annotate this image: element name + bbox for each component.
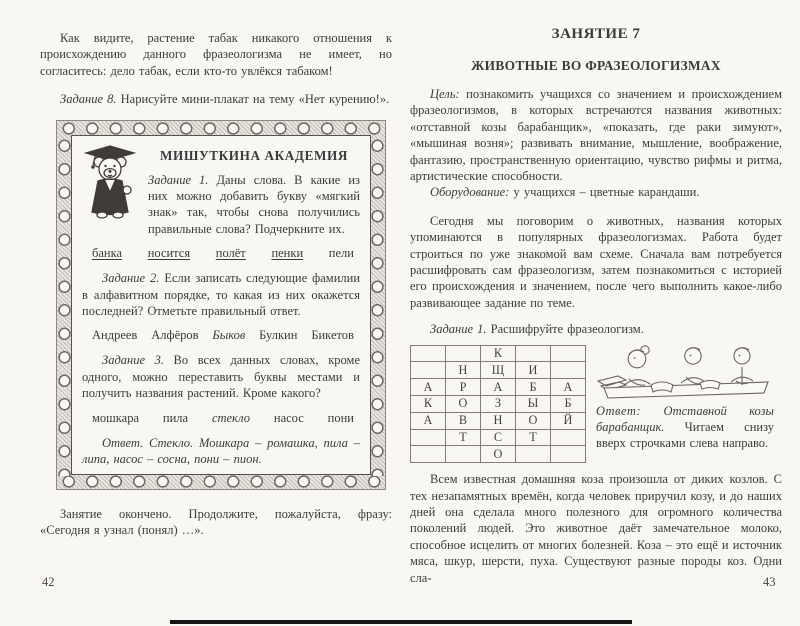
word: банка [92, 246, 123, 261]
grid-cell: А [411, 379, 446, 396]
task1-label: Задание 1. [430, 322, 487, 337]
grid-cell [411, 446, 446, 463]
grid-cell: К [481, 345, 516, 362]
grid-cell: К [411, 396, 446, 413]
grid-cell [551, 429, 586, 446]
bear-graduate-icon [82, 144, 138, 220]
word: Булкин [259, 328, 298, 343]
academy-task3-text: Во всех данных словах, кроме одного, можно переставить буквы местами и получить названия растений. Кроме какого? [82, 353, 361, 401]
word: пели [328, 246, 354, 261]
grid-row [411, 412, 586, 429]
academy-task2-text: Если записать следующие фамилии в алфавитном порядке, то какая из них окажется последней? Отметьте правильный ответ. [82, 271, 361, 319]
frame-dots-right [370, 134, 385, 476]
answer-label: Ответ: [596, 403, 642, 418]
lesson-intro-paragraph: Сегодня мы поговорим о животных, названия которых упоминаются в популярных фразеологизмах. Работа будет строиться по уже знакомой вам схеме. Сначала вам потребуется расшифровать сам фразеологизм, затем познакомиться с историей его происхождения и значением, после чего выполнить какое-либо развивающее задание по теме. [410, 213, 782, 310]
children-writing-at-desks-icon [596, 341, 774, 401]
academy-task3-paragraph [82, 352, 360, 401]
academy-task1-label: Задание 1. [148, 172, 209, 187]
academy-title: МИШУТКИНА АКАДЕМИЯ [159, 147, 349, 163]
equipment-paragraph [410, 184, 782, 200]
academy-task3-label: Задание 3. [102, 353, 164, 368]
word: Алфёров [151, 328, 199, 343]
book-page-left [40, 30, 392, 538]
grid-cell: О [516, 412, 551, 429]
answer-note: Читаем снизу вверх строчками слева направо. [596, 419, 774, 451]
grid-row [411, 429, 586, 446]
cipher-answer-block [596, 345, 774, 452]
answer-main: Отставной козы барабанщик. [596, 403, 774, 434]
word: насос [273, 410, 304, 425]
grid-cell: Р [446, 379, 481, 396]
equipment-text: у учащихся – цветные карандаши. [513, 185, 700, 200]
frame-dots-left [57, 134, 72, 476]
task1-words-row [92, 246, 354, 261]
grid-cell: Ы [516, 396, 551, 413]
cipher-grid [410, 345, 586, 464]
grid-cell: Н [446, 362, 481, 379]
word: пила [162, 410, 189, 425]
word: носится [147, 246, 191, 261]
grid-cell: С [481, 429, 516, 446]
page-number-right: 43 [763, 575, 776, 589]
grid-cell: Й [551, 412, 586, 429]
grid-cell: Щ [481, 362, 516, 379]
grid-row [411, 396, 586, 413]
goal-paragraph [410, 86, 782, 184]
academy-task2-label: Задание 2. [102, 271, 160, 286]
grid-cell [516, 446, 551, 463]
goal-label: Цель: [430, 87, 460, 101]
word: мошкара [92, 410, 140, 425]
grid-cell: Н [481, 412, 516, 429]
academy-frame [56, 120, 386, 490]
task3-words-row [92, 411, 354, 426]
grid-cell [446, 345, 481, 362]
academy-frame-inner [71, 135, 371, 475]
task8-label: Задание 8. [60, 92, 117, 107]
grid-cell: И [516, 362, 551, 379]
grid-cell [516, 345, 551, 362]
goat-paragraph: Всем известная домашняя коза произошла от диких козлов. С тех незапамятных времён, когда человек приручил козу, и до наших дней она сделала много полезного для огромного количества поколений людей. Это животное даёт замечательное молоко, способное исцелить от многих болезней. Коза – это ещё и источник мяса, шкур, шерсти, пуха. Существуют разные породы коз. Одни сла- [410, 472, 782, 585]
academy-task1-text: Даны слова. В какие из них можно добавить букву «мягкий знак» так, чтобы снова получились правильные слова? Подчеркните их. [148, 172, 360, 236]
task8-text: Нарисуйте мини-плакат на тему «Нет курению!». [120, 92, 390, 107]
grid-cell: Б [516, 379, 551, 396]
grid-cell [446, 446, 481, 463]
grid-cell [411, 362, 446, 379]
grid-cell: Т [516, 429, 551, 446]
grid-cell: Т [446, 429, 481, 446]
scan-artifact-line [170, 620, 632, 624]
lesson-title: ЗАНЯТИЕ 7 [551, 26, 641, 42]
grid-cell: О [446, 396, 481, 413]
cipher-grid-body [411, 345, 586, 463]
grid-row [411, 446, 586, 463]
grid-cell [411, 345, 446, 362]
lesson-subtitle: ЖИВОТНЫЕ ВО ФРАЗЕОЛОГИЗМАХ [471, 58, 721, 73]
frame-dots-top [57, 121, 385, 136]
word: стекло [211, 410, 251, 425]
grid-row [411, 345, 586, 362]
equipment-label: Оборудование: [430, 185, 510, 200]
task1-text: Расшифруйте фразеологизм. [490, 322, 644, 337]
grid-cell [551, 345, 586, 362]
task2-words-row [92, 328, 354, 343]
grid-row [411, 362, 586, 379]
grid-row [411, 379, 586, 396]
grid-cell [551, 446, 586, 463]
grid-cell [551, 362, 586, 379]
grid-cell: В [446, 412, 481, 429]
grid-cell: Б [551, 396, 586, 413]
grid-cell: О [481, 446, 516, 463]
grid-cell [411, 429, 446, 446]
cipher-media-row [410, 345, 782, 464]
book-page-right [410, 26, 782, 586]
word: пенки [271, 246, 304, 261]
frame-dots-bottom [57, 474, 385, 489]
goal-text: познакомить учащихся со значением и происхождением фразеологизмов, в которых встречаются названия животных: «отставной козы барабанщик», «показать, где раки зимуют», «мышиная возня»; развивать внимание, мышление, воображение, фантазию, пространственную ориентацию, чувство рифмы и ритма, артистические способности. [410, 87, 783, 184]
grid-cell: З [481, 396, 516, 413]
cipher-answer-paragraph [596, 403, 774, 452]
academy-answer: Ответ. Стекло. Мошкара – ромашка, пила – липа, насос – сосна, пони – пион. [82, 435, 360, 467]
word: полёт [215, 246, 246, 261]
grid-cell: А [481, 379, 516, 396]
closing-paragraph: Занятие окончено. Продолжите, пожалуйста, фразу: «Сегодня я узнал (понял) …». [40, 506, 392, 537]
academy-task2-paragraph [82, 270, 360, 319]
word: Андреев [92, 328, 138, 343]
grid-cell: А [551, 379, 586, 396]
task1-paragraph [410, 321, 782, 337]
page-number-left: 42 [42, 575, 55, 589]
task8-paragraph [40, 91, 392, 107]
intro-paragraph: Как видите, растение табак никакого отношения к происхождению данного фразеологизма не имеет, но согласитесь: дело табак, если кто-то увлёкся табаком! [40, 31, 392, 78]
grid-cell: А [411, 412, 446, 429]
word: пони [327, 410, 354, 425]
word: Бикетов [311, 328, 354, 343]
word: Быков [212, 328, 246, 343]
